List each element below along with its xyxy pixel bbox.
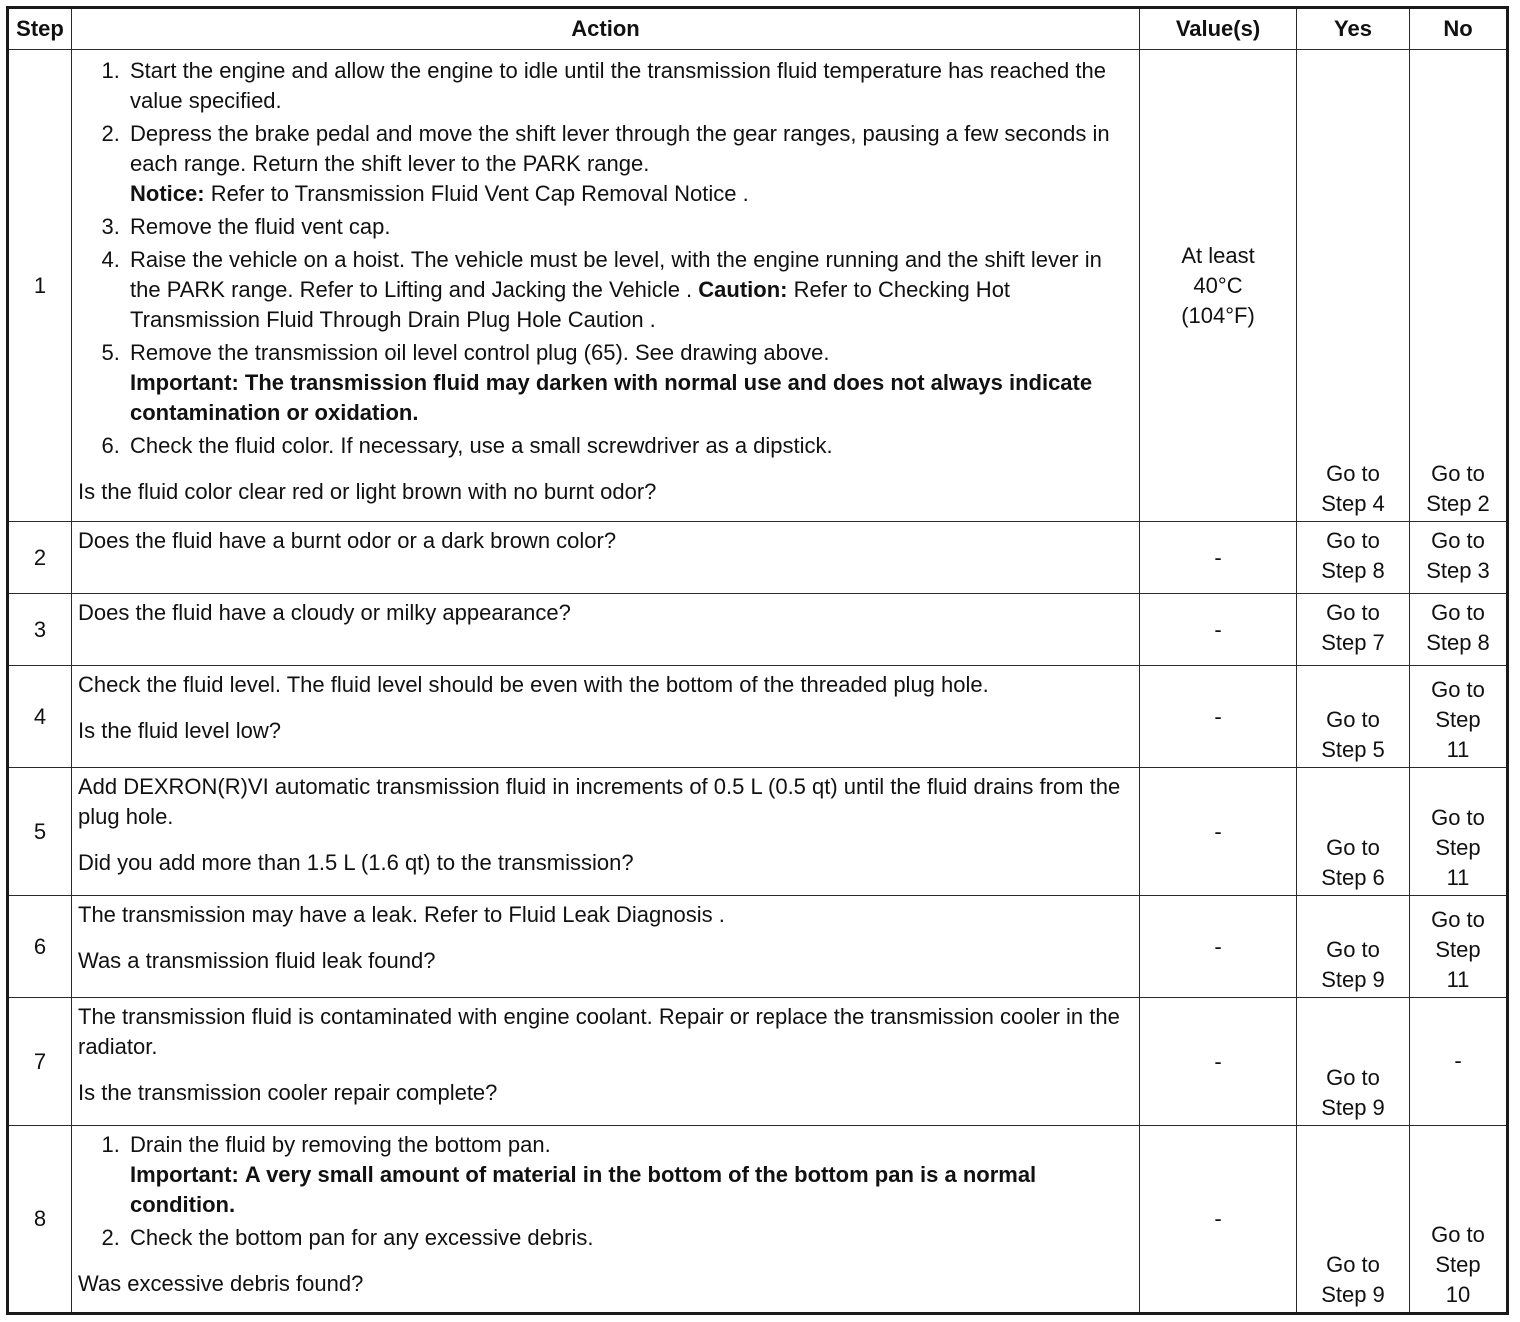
question: Did you add more than 1.5 L (1.6 qt) to the transmission? [78,850,634,875]
table-row-step-5 [8,768,1508,896]
header-step: Step [8,8,72,50]
step-number: 5 [8,768,72,896]
question: Is the transmission cooler repair complete? [78,1080,498,1105]
yes-cell: Go to Step 9 [1297,896,1410,998]
action-cell [72,998,1140,1126]
value-cell: - [1140,768,1297,896]
no-cell: Go to Step 10 [1410,1126,1508,1314]
table-row-step-1 [8,50,1508,522]
step-number: 8 [8,1126,72,1314]
question: Is the fluid color clear red or light brown with no burnt odor? [78,479,657,504]
no-cell: Go to Step 11 [1410,896,1508,998]
value-cell: At least 40°C (104°F) [1140,50,1297,522]
question: Is the fluid level low? [78,718,281,743]
step-number: 1 [8,50,72,522]
step-number: 4 [8,666,72,768]
yes-cell: Go to Step 4 [1297,50,1410,522]
action-cell: Does the fluid have a cloudy or milky appearance? [72,594,1140,666]
yes-cell: Go to Step 9 [1297,998,1410,1126]
caution-label: Caution: [698,277,788,302]
header-values: Value(s) [1140,8,1297,50]
yes-cell: Go to Step 7 [1297,594,1410,666]
action-cell [72,768,1140,896]
list-item: 2. Check the bottom pan for any excessive debris. [126,1223,1133,1253]
no-cell: Go to Step 11 [1410,666,1508,768]
no-cell: Go to Step 3 [1410,522,1508,594]
value-cell: - [1140,666,1297,768]
header-yes: Yes [1297,8,1410,50]
diagnostic-table-container [6,6,1509,1315]
important-text: The transmission fluid may darken with normal use and does not always indicate contamination or oxidation. [130,370,1093,425]
important-label: Important: [130,370,239,395]
list-item: 3. Remove the fluid vent cap. [126,212,1133,242]
question: Was excessive debris found? [78,1271,364,1296]
table-row-step-7 [8,998,1508,1126]
action-text: The transmission may have a leak. Refer to Fluid Leak Diagnosis . [78,902,725,927]
action-list [78,56,1133,461]
important-label: Important: [130,1162,239,1187]
no-cell: Go to Step 11 [1410,768,1508,896]
header-no: No [1410,8,1508,50]
question: Was a transmission fluid leak found? [78,948,436,973]
list-item: 5. Remove the transmission oil level control plug (65). See drawing above. Important: The transmission fluid may darken with normal use and does not always indicate contamination or oxidation. [126,338,1133,428]
step-number: 2 [8,522,72,594]
important-text: A very small amount of material in the bottom of the bottom pan is a normal condition. [130,1162,1037,1217]
no-cell: Go to Step 8 [1410,594,1508,666]
list-item: 2. Depress the brake pedal and move the shift lever through the gear ranges, pausing a few seconds in each range. Return the shift lever to the PARK range. Notice: Refer to Transmission Fluid Vent Cap Removal Notice . [126,119,1133,209]
value-cell: - [1140,998,1297,1126]
action-cell [72,666,1140,768]
value-cell: - [1140,522,1297,594]
table-row-step-2 [8,522,1508,594]
yes-cell: Go to Step 6 [1297,768,1410,896]
table-row-step-4 [8,666,1508,768]
list-item: 1. Drain the fluid by removing the bottom pan. Important: A very small amount of material in the bottom of the bottom pan is a normal condition. [126,1130,1133,1220]
action-cell [72,1126,1140,1314]
list-item: 6. Check the fluid color. If necessary, use a small screwdriver as a dipstick. [126,431,1133,461]
yes-cell: Go to Step 9 [1297,1126,1410,1314]
diagnostic-table [6,6,1509,1315]
value-cell: - [1140,1126,1297,1314]
header-action: Action [72,8,1140,50]
action-cell: Does the fluid have a burnt odor or a dark brown color? [72,522,1140,594]
action-list [78,1130,1133,1253]
step-number: 6 [8,896,72,998]
table-row-step-6 [8,896,1508,998]
notice-text: Refer to Transmission Fluid Vent Cap Removal Notice . [210,181,749,206]
table-row-step-3 [8,594,1508,666]
yes-cell: Go to Step 5 [1297,666,1410,768]
step-number: 7 [8,998,72,1126]
no-cell: Go to Step 2 [1410,50,1508,522]
table-row-step-8 [8,1126,1508,1314]
step-number: 3 [8,594,72,666]
header-row [8,8,1508,50]
action-text: Add DEXRON(R)VI automatic transmission fluid in increments of 0.5 L (0.5 qt) until the fluid drains from the plug hole. [78,774,1121,829]
action-cell [72,50,1140,522]
caution-text: Refer to Checking Hot Transmission Fluid Through Drain Plug Hole Caution . [130,277,1011,332]
value-cell: - [1140,896,1297,998]
action-cell [72,896,1140,998]
action-text: The transmission fluid is contaminated with engine coolant. Repair or replace the transmission cooler in the radiator. [78,1004,1120,1059]
action-text: Check the fluid level. The fluid level should be even with the bottom of the threaded plug hole. [78,672,989,697]
value-cell: - [1140,594,1297,666]
list-item: 4. Raise the vehicle on a hoist. The vehicle must be level, with the engine running and the shift lever in the PARK range. Refer to Lifting and Jacking the Vehicle . Caution: Refer to Checking Hot Transmission Fluid Through Drain Plug Hole Caution . [126,245,1133,335]
yes-cell: Go to Step 8 [1297,522,1410,594]
list-item: 1. Start the engine and allow the engine to idle until the transmission fluid temperature has reached the value specified. [126,56,1133,116]
notice-label: Notice: [130,181,205,206]
no-cell: - [1410,998,1508,1126]
